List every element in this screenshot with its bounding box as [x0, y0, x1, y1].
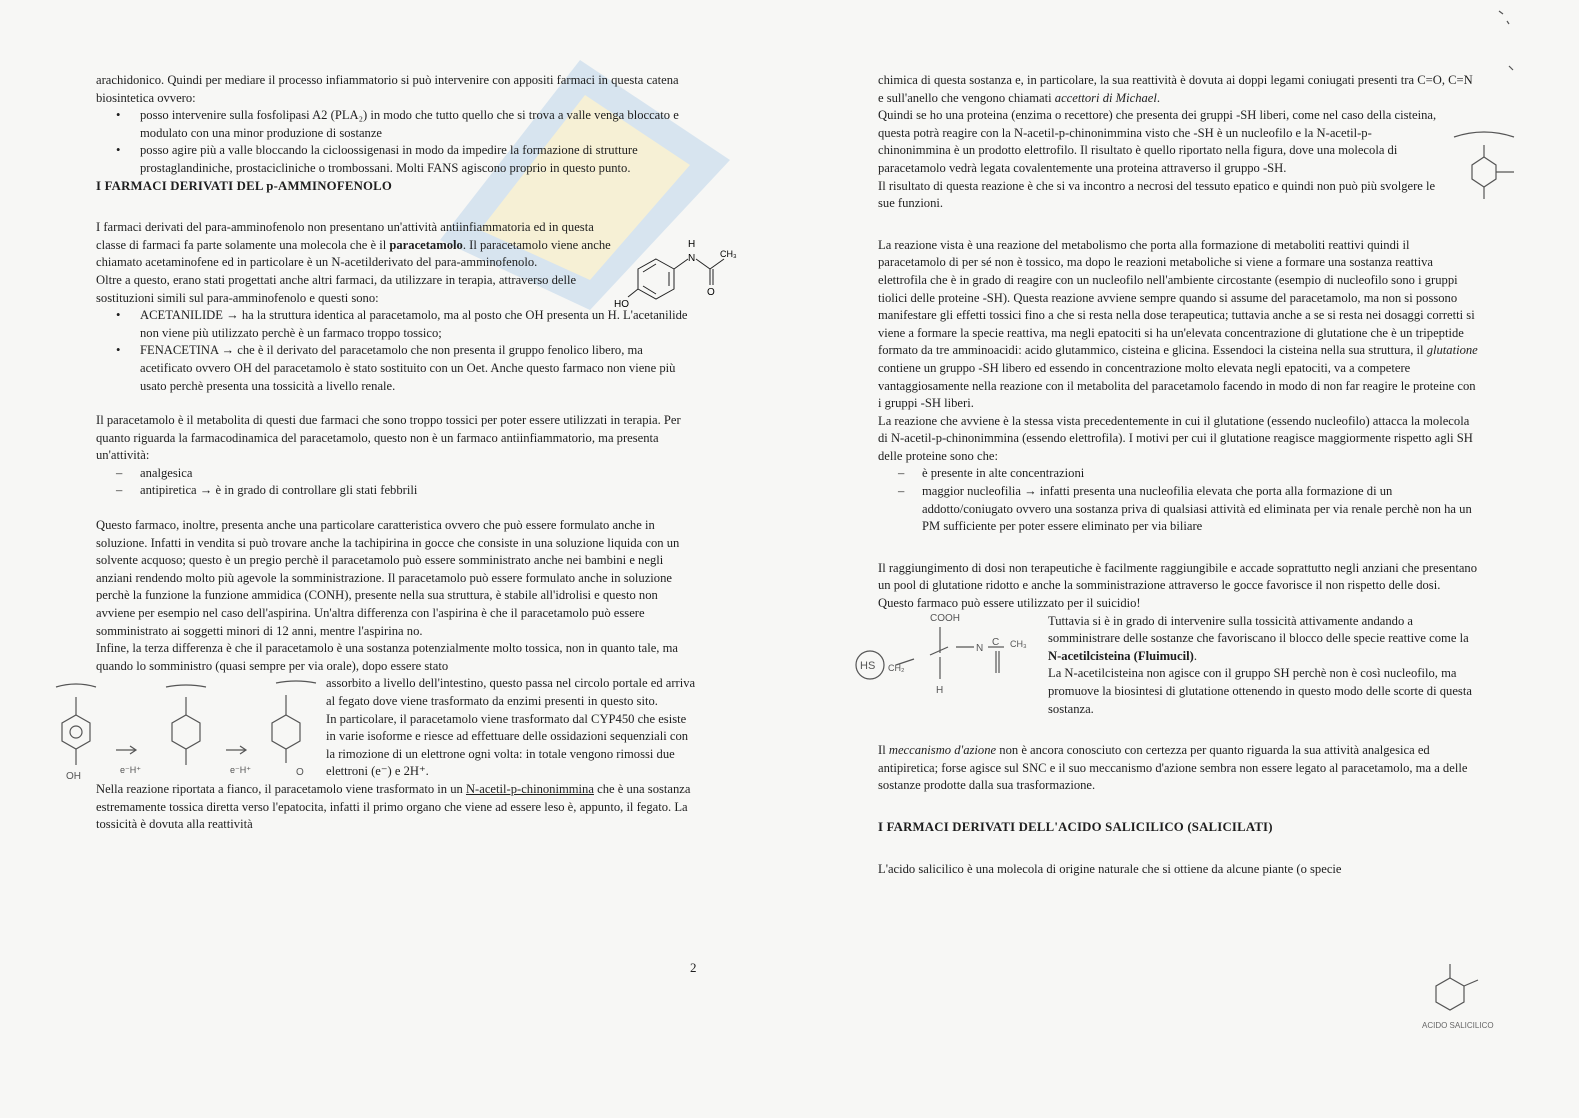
right-column	[860, 72, 1478, 878]
o-label: O	[707, 287, 715, 299]
electron-label-1: e⁻H⁺	[120, 765, 142, 776]
cooh-label: COOH	[930, 612, 960, 624]
paracetamol-intro-paragraph	[96, 219, 626, 272]
n-label: N	[688, 253, 696, 265]
caption-label: ACIDO SALICILICO	[1422, 1021, 1494, 1030]
list-item-fenacetina: • FENACETINA → che è il derivato del paracetamolo che non presenta il gruppo fenolico libero, ma acetificato ovvero OH del paracetamolo è stato sostituito con un Oet. Anche questo farmaco non viene più usato perchè presenta una tossicità a livello renale.	[140, 342, 696, 395]
salicylic-acid-sketch	[1410, 950, 1530, 1040]
text-run: Il	[878, 743, 889, 758]
salicylic-acid-paragraph: L'acido salicilico è una molecola di origine naturale che si ottiene da alcune piante (o specie	[878, 861, 1342, 876]
derivatives-paragraph: Oltre a questo, erano stati progettati anche altri farmaci, da utilizzare in terapia, attraverso delle sostituzioni simili sul para-amminofenolo e questi sono:	[96, 272, 577, 305]
italic-term: glutatione	[1426, 343, 1478, 358]
text-run: .	[1156, 90, 1161, 105]
activity-dash-list	[96, 465, 696, 500]
list-item: – analgesica	[140, 465, 696, 483]
underlined-term: N-acetil-p-chinonimmina	[465, 781, 594, 796]
n-acetylcysteine-sketch	[848, 607, 1048, 707]
protein-sh-paragraph: Quindi se ho una proteina (enzima o recettore) che presenta dei gruppi -SH liberi, come nel caso della cisteina, questa potrà reagire con la N-acetil-p-chinonimmina visto che -SH è un nucleofilo e la N-acetil-p-chinonimmina è un prodotto elettrofilo. Il risultato è quello riportato nella figura, dove una molecola di paracetamolo vedrà legata covalentemente una proteina attraverso il gruppo -SH.	[878, 108, 1437, 175]
n-label: N	[976, 642, 984, 654]
toxicity-paragraph: Infine, la terza differenza è che il paracetamolo è una sostanza potenzialmente molto tossica, non in quanto tale, ma quando lo somministro (quasi sempre per via orale), dopo essere stato	[96, 641, 678, 673]
text-run: . Il paracetamolo viene anche chiamato acetaminofene ed in particolare è un N-acetilderivato del para-amminofenolo.	[96, 237, 611, 270]
bold-term: paracetamolo	[389, 237, 463, 252]
mechanism-paragraph	[878, 742, 1478, 795]
text-run: che è una sostanza estremamente tossica diretta verso l'epatocita, infatti il primo organo che viene ad essere leso è, appunto, il fegato. La tossicità è dovuta alla reattività	[96, 781, 691, 832]
left-column	[66, 72, 737, 834]
text-run: I farmaci derivati del para-amminofenolo non presentano un'attività antiinfiammatoria ed in questa classe di farmaci fa parte solamente una molecola che è il	[96, 220, 594, 252]
page-number: 2	[690, 960, 697, 975]
list-item: – antipiretica → è in grado di controllare gli stati febbrili	[140, 482, 696, 500]
hs-label: HS	[860, 659, 876, 672]
glutathione-paragraph	[878, 237, 1478, 413]
o-label: O	[296, 767, 304, 779]
text-run: Nella reazione riportata a fianco, il paracetamolo viene trasformato in un	[96, 781, 466, 796]
h-label: H	[936, 684, 944, 696]
ho-label: HO	[614, 299, 629, 311]
reasons-dash-list	[878, 465, 1478, 535]
metabolism-reaction-sketch	[46, 675, 326, 805]
list-item: – maggior nucleofilia → infatti presenta una nucleofilia elevata che porta alla formazione di un addotto/coniugato ovvero una sostanza priva di qualsiasi attività ed eliminata per via renale perchè non ha un PM sufficiente per poter essere eliminato per via biliare	[922, 483, 1478, 536]
italic-term: accettori di Michael	[1054, 90, 1157, 105]
list-item: • posso intervenire sulla fosfolipasi A2 (PLA₂) in modo che tutto quello che si trova a valle venga bloccato e modulato con una minor produzione di sostanze	[140, 107, 696, 142]
michael-acceptor-paragraph	[878, 72, 1478, 107]
italic-term: meccanismo d'azione	[888, 743, 997, 758]
ch3-label: CH₃	[720, 249, 737, 260]
electron-label-2: e⁻H⁺	[230, 765, 252, 776]
list-item-acetanilide: • ACETANILIDE → ha la struttura identica al paracetamolo, ma al posto che OH presenta un H. L'acetanilide non viene più utilizzato perchè è un farmaco troppo tossico;	[140, 307, 696, 342]
nh-label: H	[688, 239, 696, 251]
intro-bullet-list	[96, 107, 696, 177]
nac-paragraph	[1048, 613, 1478, 666]
oh-label: OH	[66, 771, 81, 783]
nac-mechanism-paragraph: La N-acetilcisteina non agisce con il gruppo SH perchè non è così nucleofilo, ma promuove la biosintesi di glutatione ottenendo in questo modo delle scorte di questa sostanza.	[1048, 666, 1472, 716]
formulation-paragraph: Questo farmaco, inoltre, presenta anche una particolare caratteristica ovvero che può essere formulato anche in soluzione. Infatti in vendita si può trovare anche la tachipirina in gocce che consiste in una soluzione liquida con un solvente acquoso; questo è un pregio perchè il paracetamolo può essere somministrato anche nei bambini e negli anziani rendendo molto più agevole la somministrazione. Il paracetamolo può essere formulato anche in soluzione perchè la funzione la funzione ammidica (CONH), presente nella sua struttura, è stabile all'idrolisi e questo non avviene per esempio nel caso dell'aspirina. Un'altra differenza con l'aspirina è che il paracetamolo può essere somministrato ai soggetti minori di 12 anni, mentre l'aspirina no.	[96, 518, 680, 638]
text-run: chimica di questa sostanza e, in particolare, la sua reattività è dovuta ai doppi legami coniugati presenti tra C=O, C=N e sull'anello che vengono chiamati	[878, 73, 1473, 105]
ch2-label: CH₂	[888, 662, 905, 673]
reaction-paragraph: La reazione che avviene è la stessa vista precedentemente in cui il glutatione (essendo nucleofilo) attacca la molecola di N-acetil-p-chinonimmina (essendo elettrofila). I motivi per cui il glutatione reagisce maggiormente rispetto agli SH delle proteine sono che:	[878, 413, 1473, 463]
pharmacodynamics-paragraph: Il paracetamolo è il metabolita di questi due farmaci che sono troppo tossici per poter essere utilizzati in terapia. Per quanto riguarda la farmacodinamica del paracetamolo, questo non è un farmaco antiinfiammatorio, ma presenta un'attività:	[96, 413, 681, 463]
text-run: contiene un gruppo -SH libero ed essendo in concentrazione molto elevata negli epatociti, va a competere vantaggiosamente nella reazione con il metabolita del paracetamolo facendo in modo di non far reagire le proteine con i gruppi -SH liberi.	[878, 360, 1476, 411]
text-run: Tuttavia si è in grado di intervenire sulla tossicità attivamente andando a somministrare delle sostanze che favoriscano il blocco delle specie reattive come la	[1048, 613, 1469, 646]
necrosis-paragraph: Il risultato di questa reazione è che si va incontro a necrosi del tessuto epatico e quindi non può più svolgere le sue funzioni.	[878, 178, 1436, 211]
text-run: La reazione vista è una reazione del metabolismo che porta alla formazione di metaboliti reattivi quindi il paracetamolo di per sé non è tossico, ma dopo le reazioni metaboliche si viene a formare una sostanza reattiva elettrofila che è in grado di reagire con un nucleofilo nell'ambiente circostante (esempio di nucleofilo sono i gruppi tiolici delle proteine -SH). Questa reazione avviene sempre quando si assume del paracetamolo, ma non si possono manifestare gli effetti tossici fino a che si resta nella dose terapeutica; tuttavia anche a se si resta nei dosaggi corretti si viene a formare la specie reattiva, ma negli epatociti si ha un'elevata concentrazione di glutatione che è un tripeptide formato da tre amminoacidi: acido glutammico, cisteina e glicina. Essendoci la cisteina nella sua struttura, il	[878, 237, 1475, 358]
corner-pencil-marks	[1479, 6, 1519, 79]
protein-adduct-sketch	[1444, 117, 1534, 207]
section-heading-salicilati: I FARMACI DERIVATI DELL'ACIDO SALICILICO (SALICILATI)	[878, 819, 1273, 834]
text-run: non è ancora conosciuto con certezza per quanto riguarda la sua attività analgesica ed antipiretica; forse agisce sul SNC e il suo meccanismo d'azione sembra non essere legato al paracetamolo, ma a delle sostanze prodotte dalla sua trasformazione.	[878, 743, 1468, 793]
text-run: .	[1193, 648, 1197, 663]
right-page	[790, 0, 1579, 1118]
ch3-label: CH₃	[1010, 638, 1027, 649]
cyp450-paragraph: In particolare, il paracetamolo viene trasformato dal CYP450 che esiste in varie isoforme e riesce ad effettuare delle ossidazioni sequenziali con la rimozione di un elettrone ogni volta: in totale vengono rimossi due elettroni (e⁻) e 2H⁺.	[326, 711, 689, 779]
absorption-paragraph: assorbito a livello dell'intestino, questo passa nel circolo portale ed arriva al fegato dove viene trasformato da enzimi presenti in questo sito.	[326, 676, 696, 708]
bold-term: N-acetilcisteina (Fluimucil)	[1048, 648, 1194, 663]
overdose-paragraph: Il raggiungimento di dosi non terapeutiche è facilmente raggiungibile e accade soprattutto negli anziani che presentano un pool di glutatione ridotto e anche la somministrazione attraverso le gocce favorisce il non rispetto delle dosi. Questo farmaco può essere utilizzato per il suicidio!	[878, 560, 1478, 611]
intro-paragraph: arachidonico. Quindi per mediare il processo infiammatorio si può intervenire con appositi farmaci in questa catena biosintetica ovvero:	[96, 73, 679, 105]
derivatives-bullet-list	[96, 307, 696, 395]
list-item: – è presente in alte concentrazioni	[922, 465, 1478, 483]
list-item: • posso agire più a valle bloccando la cicloossigenasi in modo da impedire la formazione di strutture prostaglandiniche, prostacicliniche o trombossani. Molti FANS agiscono proprio in questo punto.	[140, 142, 696, 177]
c-label: C	[992, 636, 1000, 648]
section-heading-aminofenolo: I FARMACI DERIVATI DEL p-AMMINOFENOLO	[96, 178, 393, 193]
